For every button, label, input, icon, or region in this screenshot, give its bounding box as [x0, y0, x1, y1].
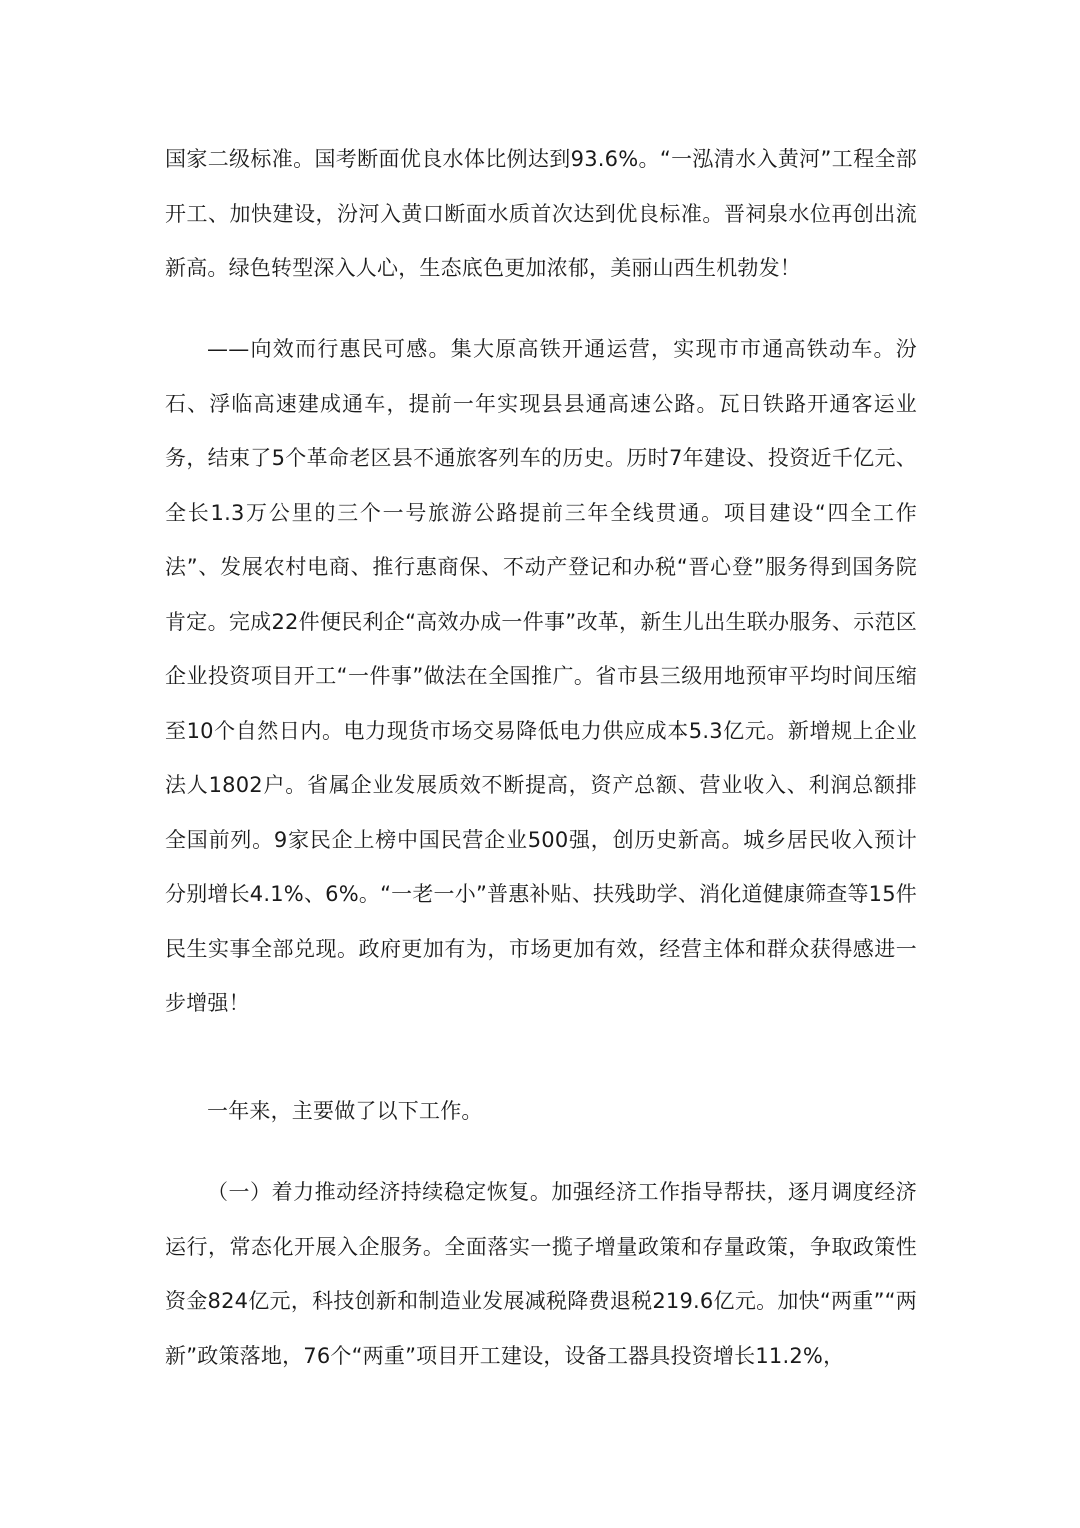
paragraph-work-intro: 一年来，主要做了以下工作。: [207, 1099, 483, 1123]
paragraph-benefit-people: ——向效而行惠民可感。集大原高铁开通运营，实现市市通高铁动车。汾石、浮临高速建成通车，提前一年实现县县通高速公路。瓦日铁路开通客运业务，结束了5个革命老区县不通旅客列车的历史。历时7年建设、投资近千亿元、全长1.3万公里的三个一号旅游公路提前三年全线贯通。项目建设“四全工作法”、发展农村电商、推行惠商保、不动产登记和办税“晋心登”服务得到国务院肯定。完成22件便民利企“高效办成一件事”改革，新生儿出生联办服务、示范区企业投资项目开工“一件事”做法在全国推广。省市县三级用地预审平均时间压缩至10个自然日内。电力现货市场交易降低电力供应成本5.3亿元。新增规上企业法人1802户。省属企业发展质效不断提高，资产总额、营业收入、利润总额排全国前列。9家民企上榜中国民营企业500强，创历史新高。城乡居民收入预计分别增长4.1%、6%。“一老一小”普惠补贴、扶残助学、消化道健康筛查等15件民生实事全部兑现。政府更加有为，市场更加有效，经营主体和群众获得感进一步增强！: [165, 337, 917, 1015]
paragraph-economy-recovery: （一）着力推动经济持续稳定恢复。加强经济工作指导帮扶，逐月调度经济运行，常态化开展入企服务。全面落实一揽子增量政策和存量政策，争取政策性资金824亿元，科技创新和制造业发展减税降费退税219.6亿元。加快“两重”“两新”政策落地，76个“两重”项目开工建设，设备工器具投资增长11.2%，: [165, 1180, 917, 1368]
paragraph-ecology-summary: 国家二级标准。国考断面优良水体比例达到93.6%。“一泓清水入黄河”工程全部开工、加快建设，汾河入黄口断面水质首次达到优良标准。晋祠泉水位再创出流新高。绿色转型深入人心，生态底色更加浓郁，美丽山西生机勃发！: [165, 147, 917, 280]
